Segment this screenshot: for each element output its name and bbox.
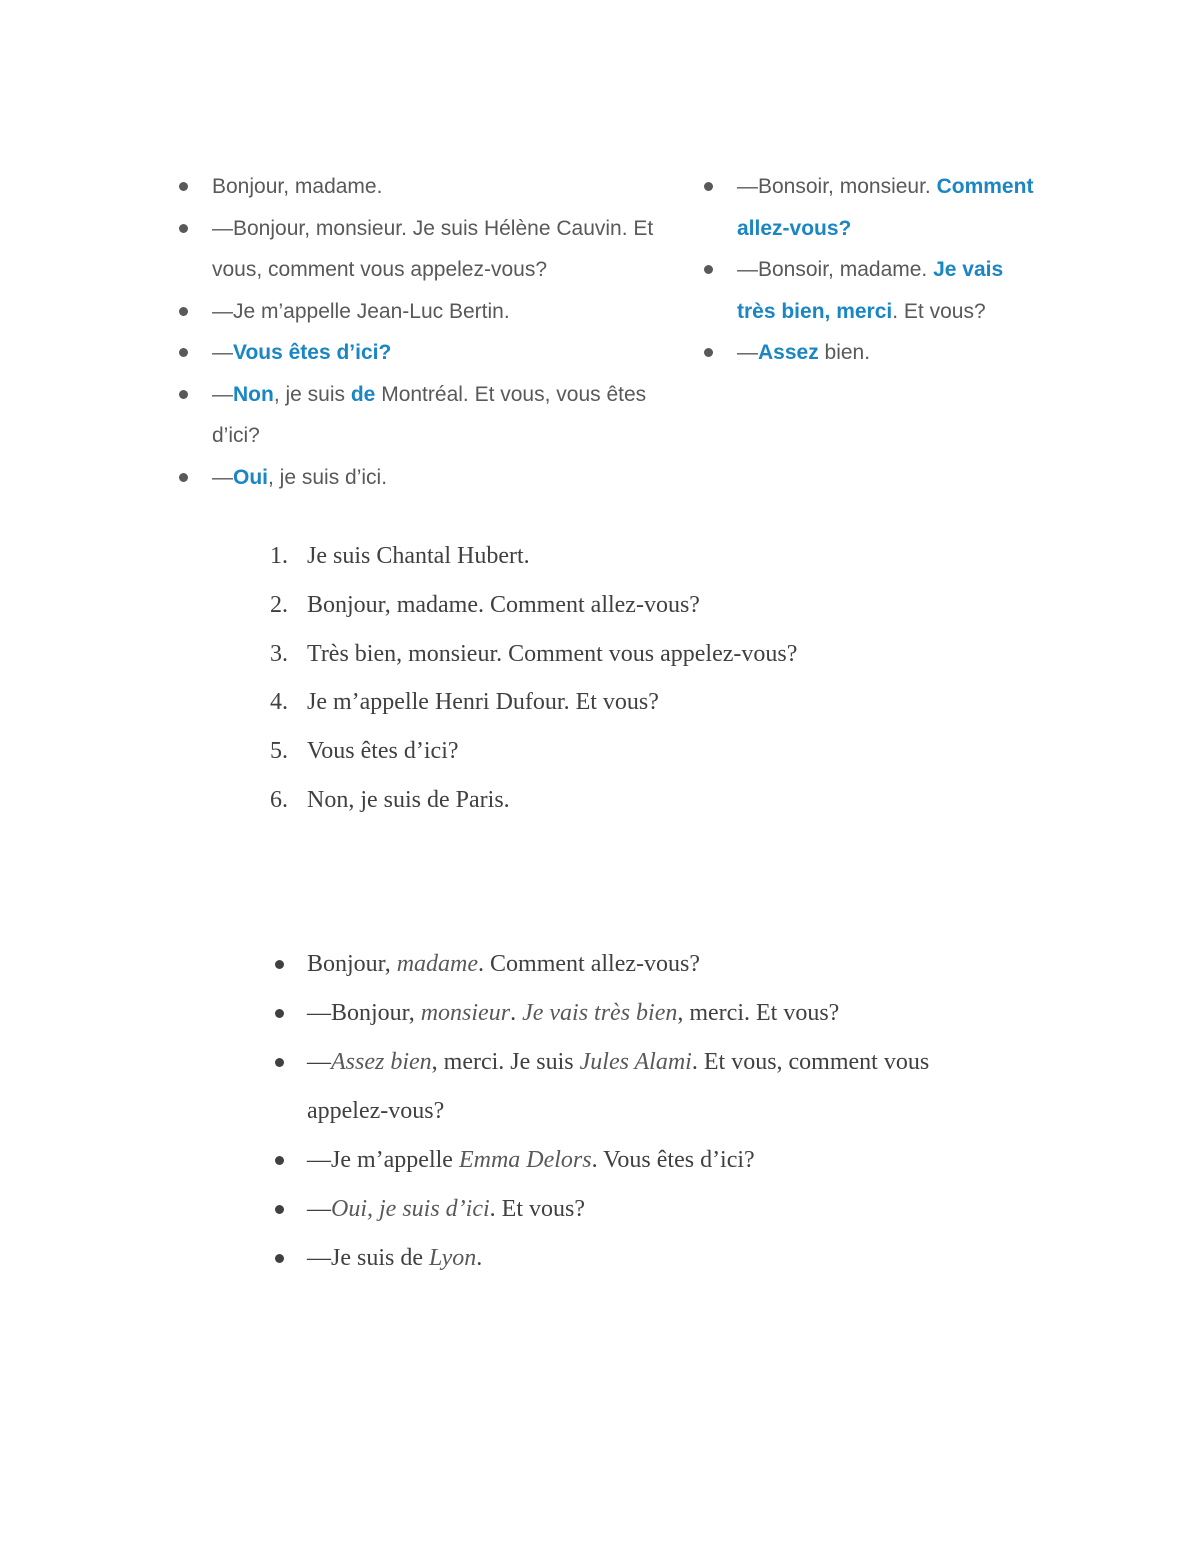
answer-highlight: Je vais très bien, merci	[737, 258, 1004, 323]
bullet-icon	[704, 265, 713, 274]
bullet-icon	[275, 1058, 284, 1067]
list-item: —Non, je suis de Montréal. Et vous, vous êtes d’ici?	[212, 374, 672, 457]
bullet-icon	[704, 182, 713, 191]
list-item	[270, 630, 1070, 679]
bullet-icon	[179, 348, 188, 357]
list-item: —Assez bien.	[737, 332, 1047, 374]
bullet-icon	[179, 307, 188, 316]
bullet-icon	[179, 182, 188, 191]
bullet-icon	[704, 348, 713, 357]
item-text: Non, je suis de Paris.	[307, 786, 510, 813]
list-item: —Bonjour, monsieur. Je suis Hélène Cauvin. Et vous, comment vous appelez-vous?	[212, 208, 672, 291]
list-item: —Je m’appelle Emma Delors. Vous êtes d’ici?	[307, 1136, 967, 1185]
list-item	[270, 776, 1070, 825]
answer-highlight: Non	[233, 382, 274, 406]
bullet-icon	[275, 1254, 284, 1263]
answer-highlight: Assez	[758, 341, 819, 364]
item-text: Je m’appelle Henri Dufour. Et vous?	[307, 689, 659, 716]
dialogue-right-column	[737, 166, 1047, 374]
answer-highlight: Oui	[233, 465, 268, 489]
list-item: —Oui, je suis d’ici.	[212, 457, 672, 499]
list-item: —Bonsoir, madame. Je vais très bien, merci. Et vous?	[737, 249, 1047, 332]
list-item	[270, 581, 1070, 630]
list-item	[270, 532, 1070, 581]
list-item: —Vous êtes d’ici?	[212, 332, 672, 374]
bullet-icon	[179, 473, 188, 482]
list-item: —Oui, je suis d’ici. Et vous?	[307, 1185, 967, 1234]
list-item: —Bonjour, monsieur. Je vais très bien, merci. Et vous?	[307, 989, 967, 1038]
list-item: —Je m’appelle Jean-Luc Bertin.	[212, 291, 672, 333]
bullet-icon	[179, 390, 188, 399]
list-item: Bonjour, madame. Comment allez-vous?	[307, 940, 967, 989]
bullet-icon	[275, 1205, 284, 1214]
bullet-icon	[275, 960, 284, 969]
item-text: Je suis Chantal Hubert.	[307, 543, 530, 569]
answer-highlight: Comment allez-vous?	[737, 175, 1034, 240]
bulleted-dialogue-list	[307, 940, 967, 1283]
bullet-icon	[275, 1009, 284, 1018]
answer-highlight: Vous êtes d’ici?	[233, 341, 392, 364]
item-number: 6.	[270, 786, 288, 813]
bullet-icon	[179, 224, 188, 233]
list-item: —Bonsoir, monsieur. Comment allez-vous?	[737, 166, 1047, 249]
dialogue-left-column	[212, 166, 672, 498]
list-item: —Je suis de Lyon.	[307, 1234, 967, 1283]
bullet-icon	[275, 1156, 284, 1165]
numbered-dialogue-list	[270, 532, 1070, 825]
item-text: Très bien, monsieur. Comment vous appelez-vous?	[307, 640, 798, 667]
item-number: 2.	[270, 591, 288, 618]
list-item	[270, 678, 1070, 727]
item-number: 4.	[270, 689, 288, 716]
list-item: Bonjour, madame.	[212, 166, 672, 208]
list-item: —Assez bien, merci. Je suis Jules Alami. Et vous, comment vous appelez-vous?	[307, 1038, 967, 1136]
item-number: 3.	[270, 640, 288, 667]
answer-highlight: de	[350, 382, 376, 406]
item-number: 1.	[270, 543, 288, 569]
item-number: 5.	[270, 738, 288, 765]
item-text: Vous êtes d’ici?	[307, 738, 459, 765]
item-text: Bonjour, madame. Comment allez-vous?	[307, 591, 700, 618]
list-item	[270, 727, 1070, 776]
